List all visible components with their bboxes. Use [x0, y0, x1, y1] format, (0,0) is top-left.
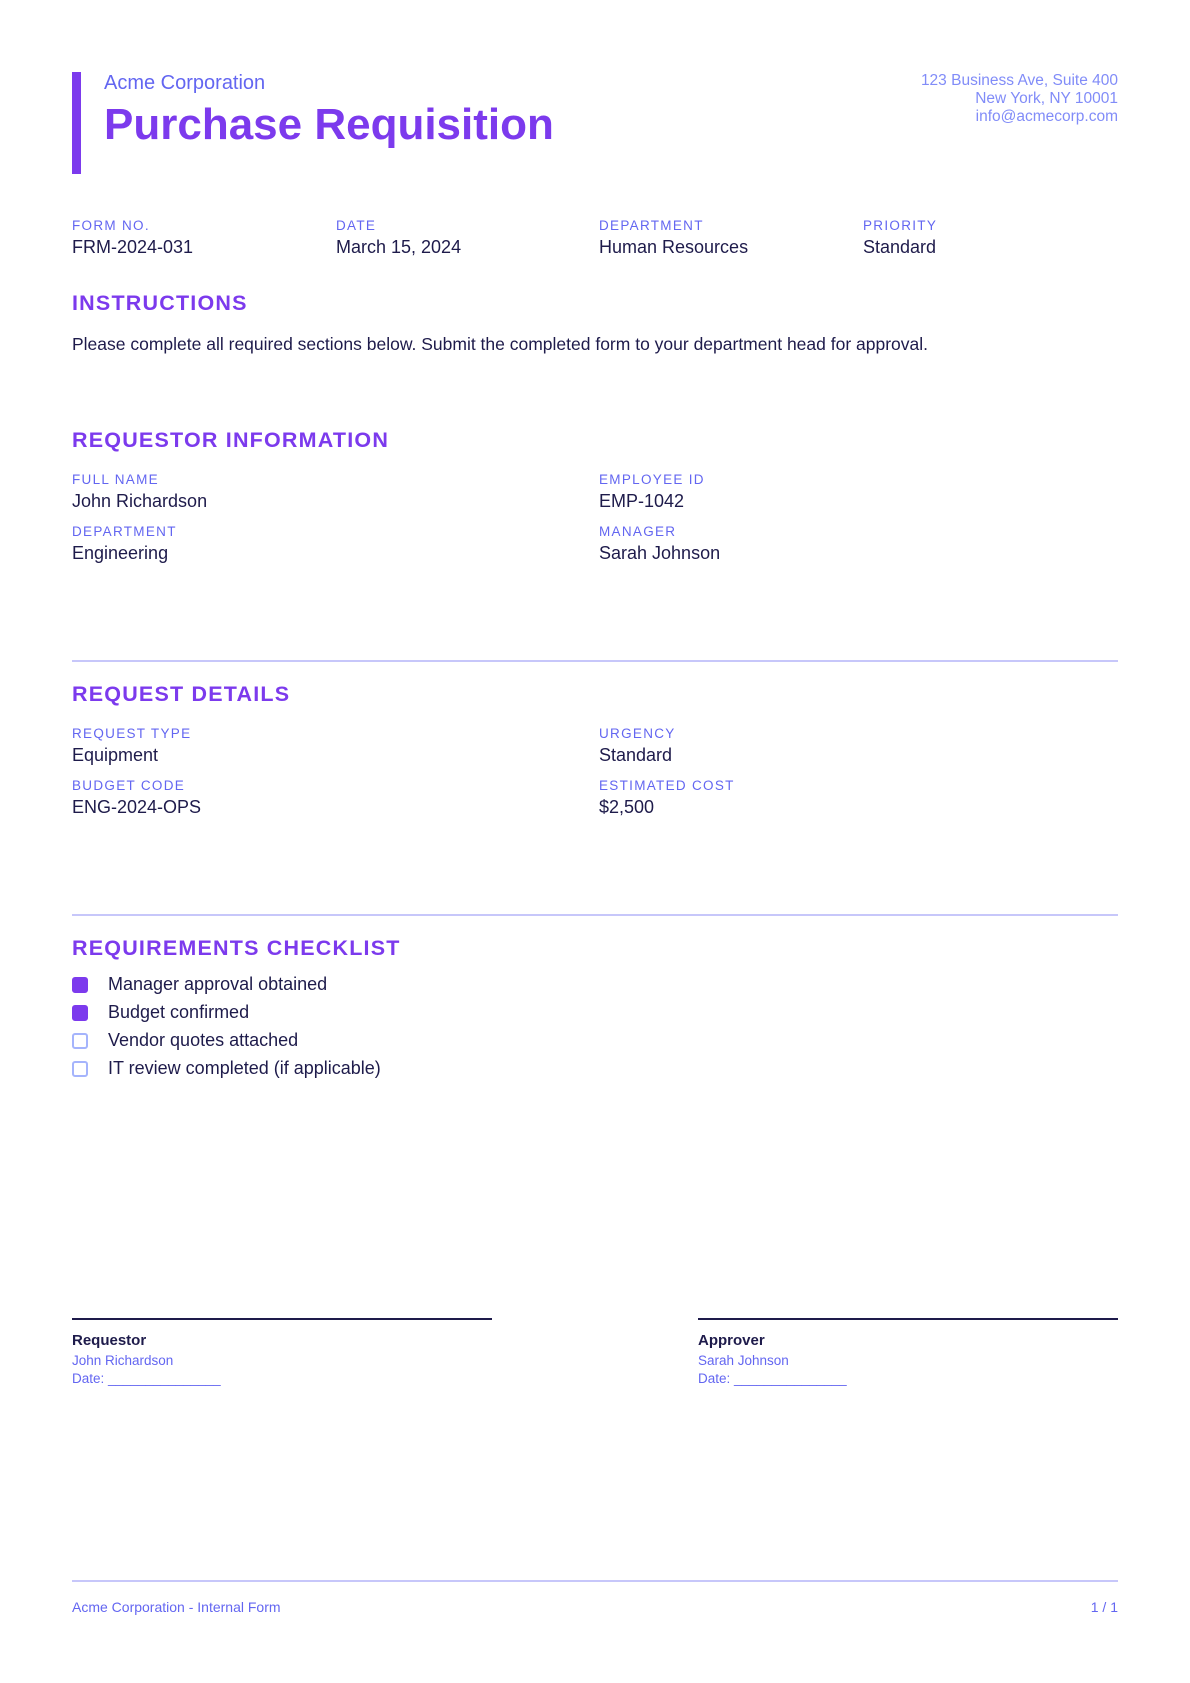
field-requestor-department: [72, 524, 177, 564]
field-employee-id-value: EMP-1042: [599, 491, 685, 511]
field-urgency-label: URGENCY: [599, 726, 676, 741]
field-full-name-value: John Richardson: [72, 491, 208, 511]
request-details-title: REQUEST DETAILS: [72, 682, 291, 706]
company-address: [921, 72, 1118, 126]
field-budget-code-value: ENG-2024-OPS: [72, 797, 202, 817]
section-divider: [72, 914, 1118, 916]
field-estimated-cost: [599, 778, 735, 818]
instructions-text: Please complete all required sections below. Submit the completed form to your department head for approval.: [72, 334, 929, 354]
meta-form-no-label: FORM NO.: [72, 218, 150, 233]
checkbox[interactable]: [72, 1033, 88, 1049]
checklist-item-label: IT review completed (if applicable): [108, 1058, 381, 1078]
requestor-signature-block: [72, 1318, 492, 1386]
approver-signature-block: [698, 1318, 1118, 1386]
meta-date-value: March 15, 2024: [336, 237, 462, 257]
field-manager-label: MANAGER: [599, 524, 677, 539]
meta-priority-value: Standard: [863, 237, 937, 257]
field-estimated-cost-label: ESTIMATED COST: [599, 778, 735, 793]
checkbox[interactable]: [72, 1005, 88, 1021]
requestor-signature-name: John Richardson: [72, 1353, 174, 1368]
field-employee-id: [599, 472, 705, 512]
field-request-type-label: REQUEST TYPE: [72, 726, 192, 741]
footer-divider: [72, 1580, 1118, 1582]
meta-department: [599, 218, 748, 258]
approver-signature-date[interactable]: Date: _______________: [698, 1371, 847, 1386]
field-manager: [599, 524, 720, 564]
instructions-title: INSTRUCTIONS: [72, 291, 248, 315]
checkbox[interactable]: [72, 977, 88, 993]
checkbox[interactable]: [72, 1061, 88, 1077]
field-urgency-value: Standard: [599, 745, 673, 765]
checklist-item-label: Vendor quotes attached: [108, 1030, 299, 1050]
meta-department-label: DEPARTMENT: [599, 218, 704, 233]
form-meta-row: [72, 218, 1118, 262]
meta-date-label: DATE: [336, 218, 377, 233]
meta-department-value: Human Resources: [599, 237, 749, 257]
page-number: 1 / 1: [1090, 1599, 1118, 1615]
field-estimated-cost-value: $2,500: [599, 797, 655, 817]
address-line-2: New York, NY 10001: [975, 90, 1118, 107]
field-full-name: [72, 472, 207, 512]
header-accent-bar: [72, 72, 81, 174]
field-budget-code: [72, 778, 201, 818]
meta-date: [336, 218, 461, 258]
section-divider: [72, 660, 1118, 662]
signature-line[interactable]: [698, 1318, 1118, 1320]
field-budget-code-label: BUDGET CODE: [72, 778, 186, 793]
field-employee-id-label: EMPLOYEE ID: [599, 472, 705, 487]
checklist-title: REQUIREMENTS CHECKLIST: [72, 936, 401, 960]
requestor-signature-date[interactable]: Date: _______________: [72, 1371, 221, 1386]
page-title: Purchase Requisition: [104, 100, 554, 149]
checklist-item-label: Manager approval obtained: [108, 974, 328, 994]
field-requestor-department-label: DEPARTMENT: [72, 524, 177, 539]
requestor-signature-role: Requestor: [72, 1332, 147, 1349]
field-requestor-department-value: Engineering: [72, 543, 169, 563]
checklist-item-label: Budget confirmed: [108, 1002, 250, 1022]
field-manager-value: Sarah Johnson: [599, 543, 721, 563]
field-urgency: [599, 726, 676, 766]
field-request-type-value: Equipment: [72, 745, 159, 765]
address-line-1: 123 Business Ave, Suite 400: [920, 72, 1118, 89]
signature-line[interactable]: [72, 1318, 492, 1320]
footer-text: Acme Corporation - Internal Form: [72, 1599, 281, 1615]
field-request-type: [72, 726, 191, 766]
meta-priority-label: PRIORITY: [863, 218, 938, 233]
meta-form-no: [72, 218, 193, 258]
meta-priority: [863, 218, 937, 258]
field-full-name-label: FULL NAME: [72, 472, 159, 487]
approver-signature-name: Sarah Johnson: [698, 1353, 789, 1368]
requestor-section-title: REQUESTOR INFORMATION: [72, 428, 390, 452]
company-email: info@acmecorp.com: [975, 108, 1118, 125]
approver-signature-role: Approver: [698, 1332, 765, 1349]
meta-form-no-value: FRM-2024-031: [72, 237, 194, 257]
company-name: Acme Corporation: [104, 72, 266, 94]
